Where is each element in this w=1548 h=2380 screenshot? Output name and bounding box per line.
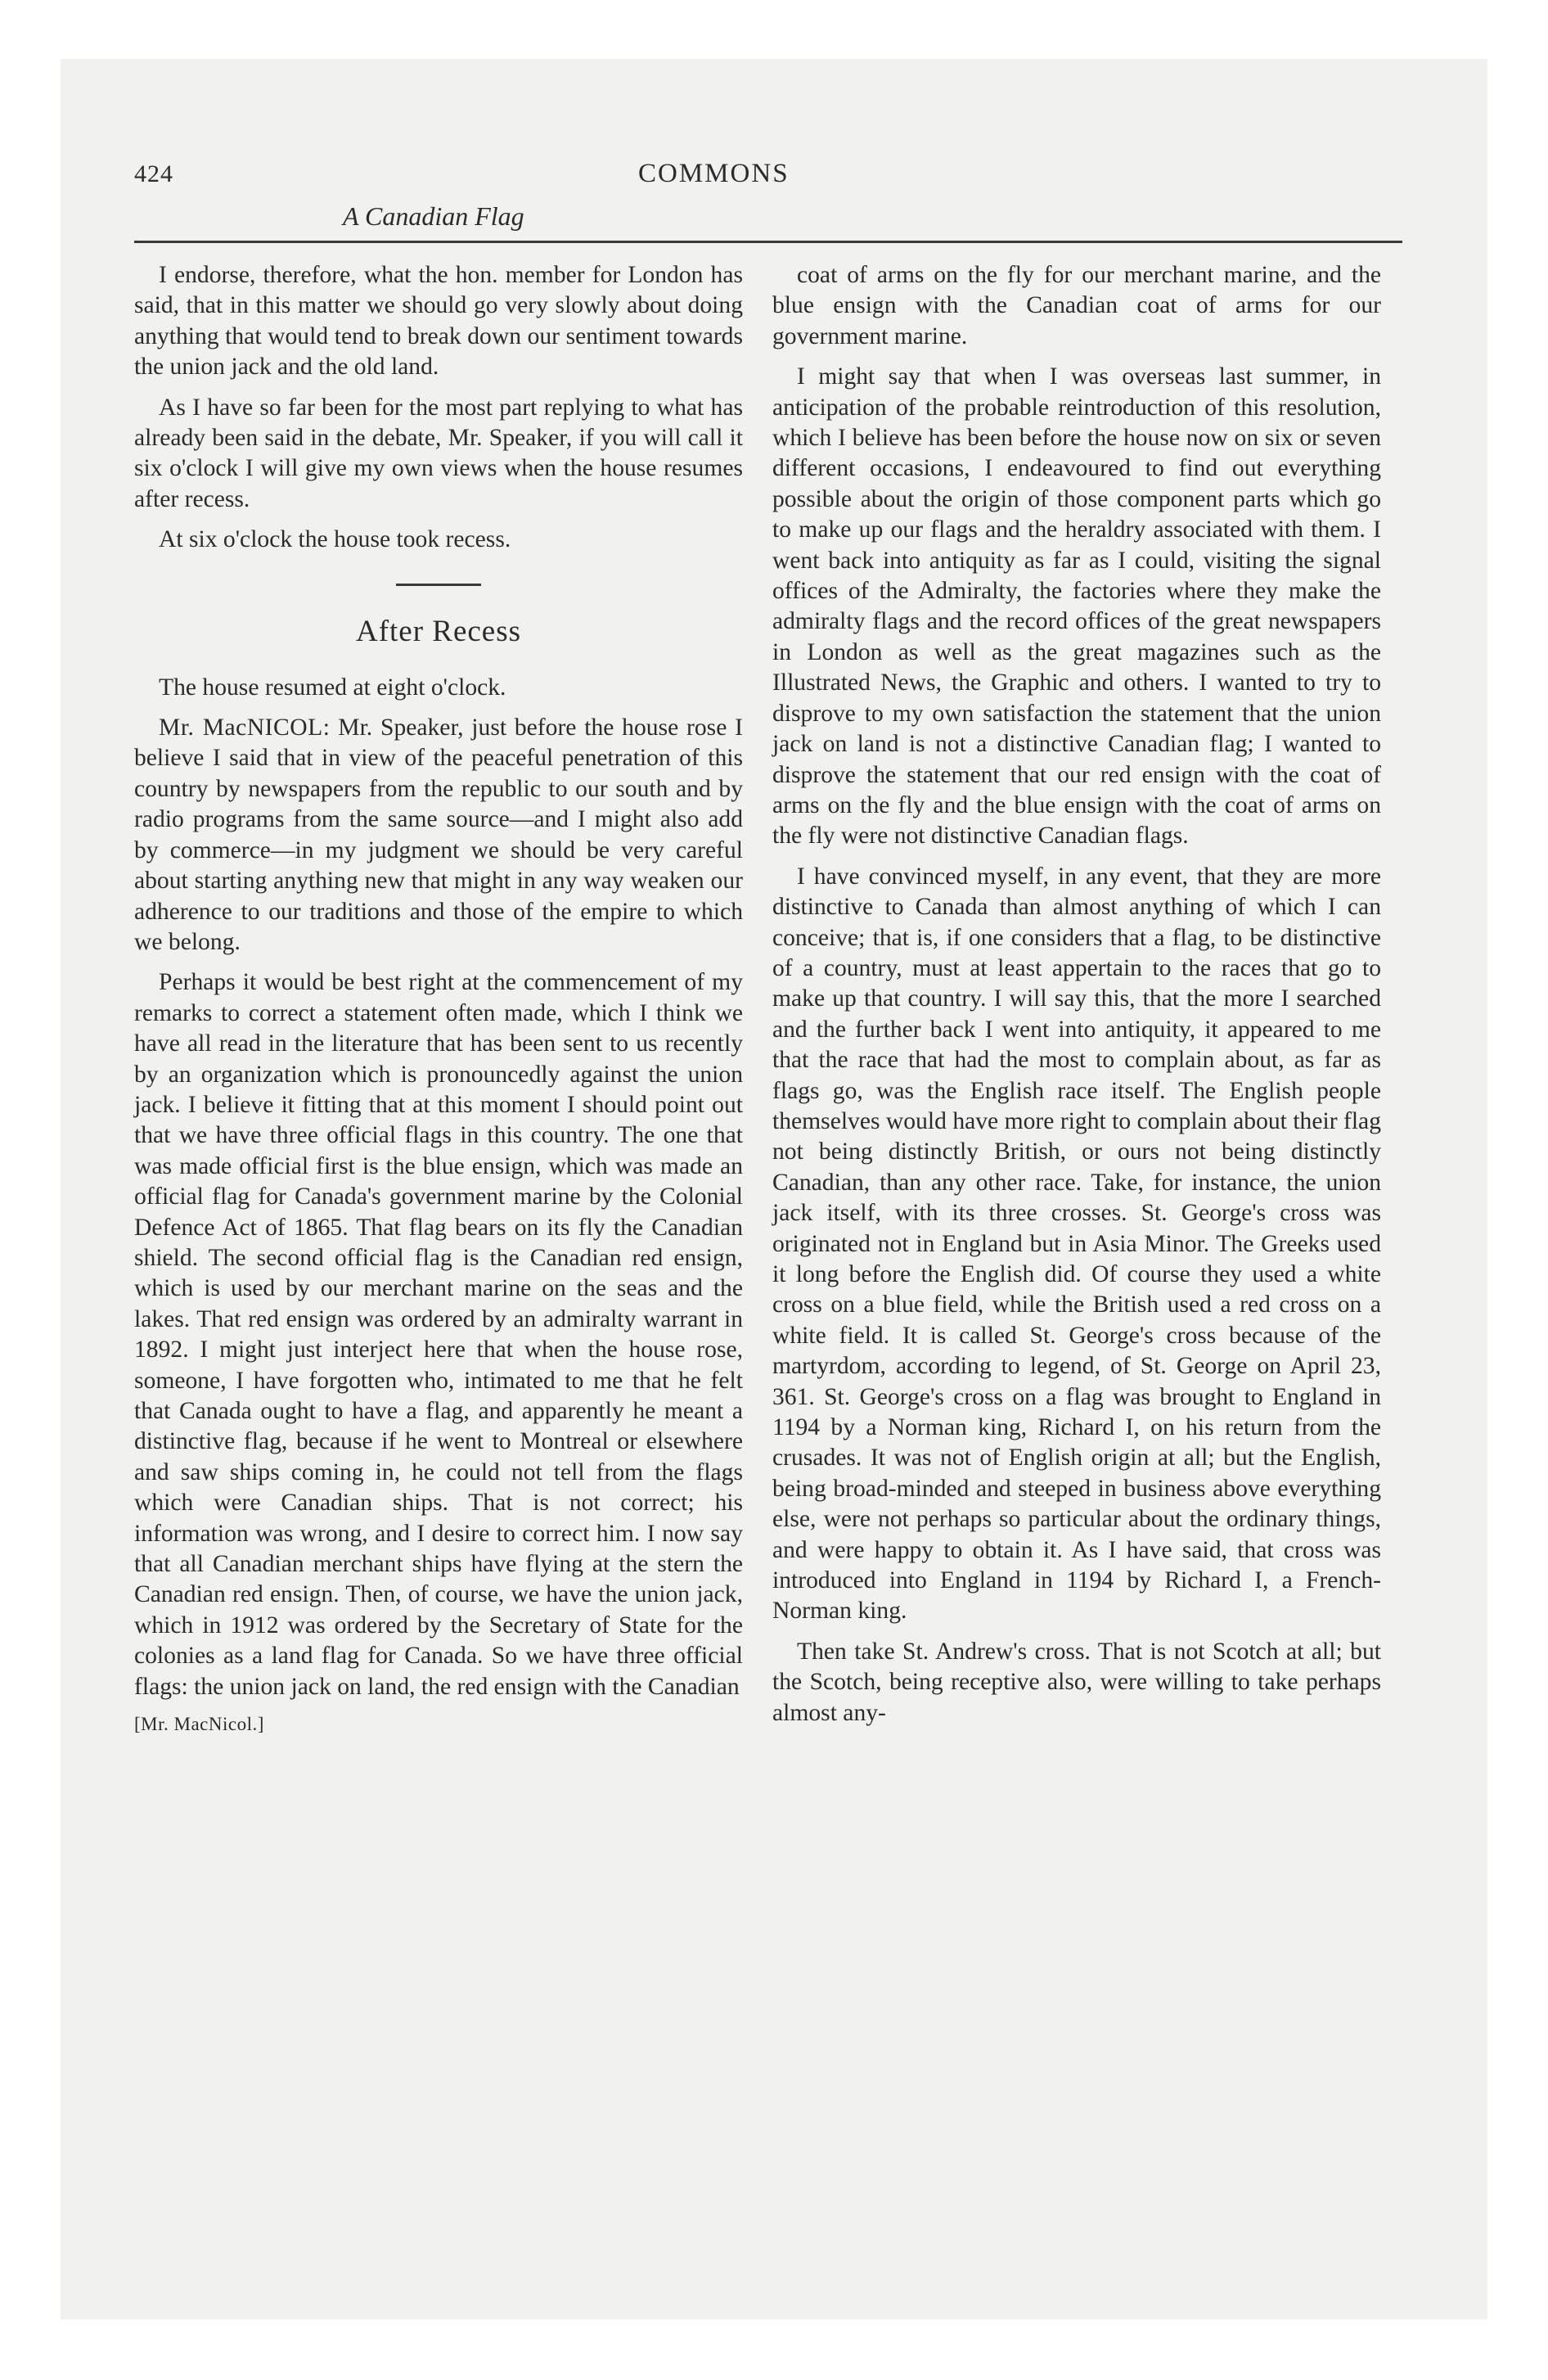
paragraph: As I have so far been for the most part replying to what has already been said in the debate, Mr. Speaker, if you will call it six o'clock I will give my own views when the house resumes after recess. xyxy=(134,394,743,512)
left-column xyxy=(134,260,743,1737)
paragraph xyxy=(134,713,743,958)
paragraph: Perhaps it would be best right at the commencement of my remarks to correct a statement often made, which I think we have all read in the literature that has been sent to us recently by an organization which is pronouncedly against the union jack. I believe it fitting that at this moment I should point out that we have three official flags in this country. The one that was made official first is the blue ensign, which was made an official flag for Canada's government marine by the Colonial Defence Act of 1865. That flag bears on its fly the Canadian shield. The second official flag is the Canadian red ensign, which is used by our merchant marine on the seas and the lakes. That red ensign was ordered by an admiralty warrant in 1892. I might just interject here that when the house rose, someone, I have forgotten who, intimated to me that he felt that Canada ought to have a flag, and apparently he meant a distinctive flag, because if he went to Montreal or elsewhere and saw ships coming in, he could not tell from the flags which were Canadian ships. That is not correct; his information was wrong, and I desire to correct him. I now say that all Canadian merchant ships have flying at the stern the Canadian red ensign. Then, of course, we have the union jack, which in 1912 was ordered by the Secretary of State for the colonies as a land flag for Canada. So we have three official flags: the union jack on land, the red ensign with the Canadian xyxy=(134,969,743,1700)
paragraph: Then take St. Andrew's cross. That is not Scotch at all; but the Scotch, being receptive also, were willing to take perhaps almost any- xyxy=(772,1638,1381,1726)
paragraph: I might say that when I was overseas last summer, in anticipation of the probable reintroduction of this resolution, which I believe has been before the house now on six or seven different occasions, I endeavoured to find out everything possible about the origin of those component parts which go to make up our flags and the heraldry associated with them. I went back into antiquity as far as I could, visiting the signal offices of the Admiralty, the factories where they make the admiralty flags and the record offices of the great newspapers in London as well as the great magazines such as the Illustrated News, the Graphic and others. I wanted to try to disprove to my own satisfaction the statement that the union jack on land is not a distinctive Canadian flag; I wanted to disprove the statement that our red ensign with the coat of arms on the fly and the blue ensign with the coat of arms on the fly were not distinctive Canadian flags. xyxy=(772,363,1381,850)
paragraph: At six o'clock the house took recess. xyxy=(159,526,511,553)
header-rule xyxy=(134,241,1402,243)
paragraph: The house resumed at eight o'clock. xyxy=(159,674,506,701)
paragraph: I endorse, therefore, what the hon. member for London has said, that in this matter we should go very slowly about doing anything that would tend to break down our sentiment towards the union jack and the old land. xyxy=(134,262,743,381)
section-divider xyxy=(396,584,481,586)
paragraph: coat of arms on the fly for our merchant marine, and the blue ensign with the Canadian coat of arms for our government marine. xyxy=(772,262,1381,349)
running-head: COMMONS xyxy=(638,159,790,188)
speaker-name: Mr. MacNICOL: xyxy=(159,714,331,741)
page-number: 424 xyxy=(134,160,173,187)
paragraph-text: Mr. Speaker, just before the house rose I believe I said that in view of the peaceful penetration of this country by newspapers from the republic to our south and by radio programs from the same source—and I might also add by commerce—in my judgment we should be very careful about starting anything new that might in any way weaken our adherence to our traditions and those of the empire to which we belong. xyxy=(134,714,743,955)
paragraph: I have convinced myself, in any event, that they are more distinctive to Canada than almost anything of which I can conceive; that is, if one considers that a flag, to be distinctive of a country, must at least appertain to the races that go to make up that country. I will say this, that the more I searched and the further back I went into antiquity, it appeared to me that the race that had the most to complain about, as far as flags go, was the English race itself. The English people themselves would have more right to complain about their flag not being distinctly British, or ours not being distinctly Canadian, than any other race. Take, for instance, the union jack itself, with its three crosses. St. George's cross was originated not in England but in Asia Minor. The Greeks used it long before the English did. Of course they used a white cross on a blue field, while the British used a red cross on a white field. It is called St. George's cross because of the martyrdom, according to legend, of St. George on April 23, 361. St. George's cross on a flag was brought to England in 1194 by a Norman king, Richard I, on his return from the crusades. It was not of English origin at all; but the English, being broad-minded and steeped in business above everything else, were not perhaps so particular about the ordinary things, and were happy to obtain it. As I have said, that cross was introduced into England in 1194 by Richard I, a French-Norman king. xyxy=(772,863,1381,1625)
right-column xyxy=(772,260,1381,1738)
section-heading: After Recess xyxy=(355,614,522,648)
subject-heading: A Canadian Flag xyxy=(343,201,524,231)
speaker-footnote: [Mr. MacNicol.] xyxy=(134,1714,264,1735)
